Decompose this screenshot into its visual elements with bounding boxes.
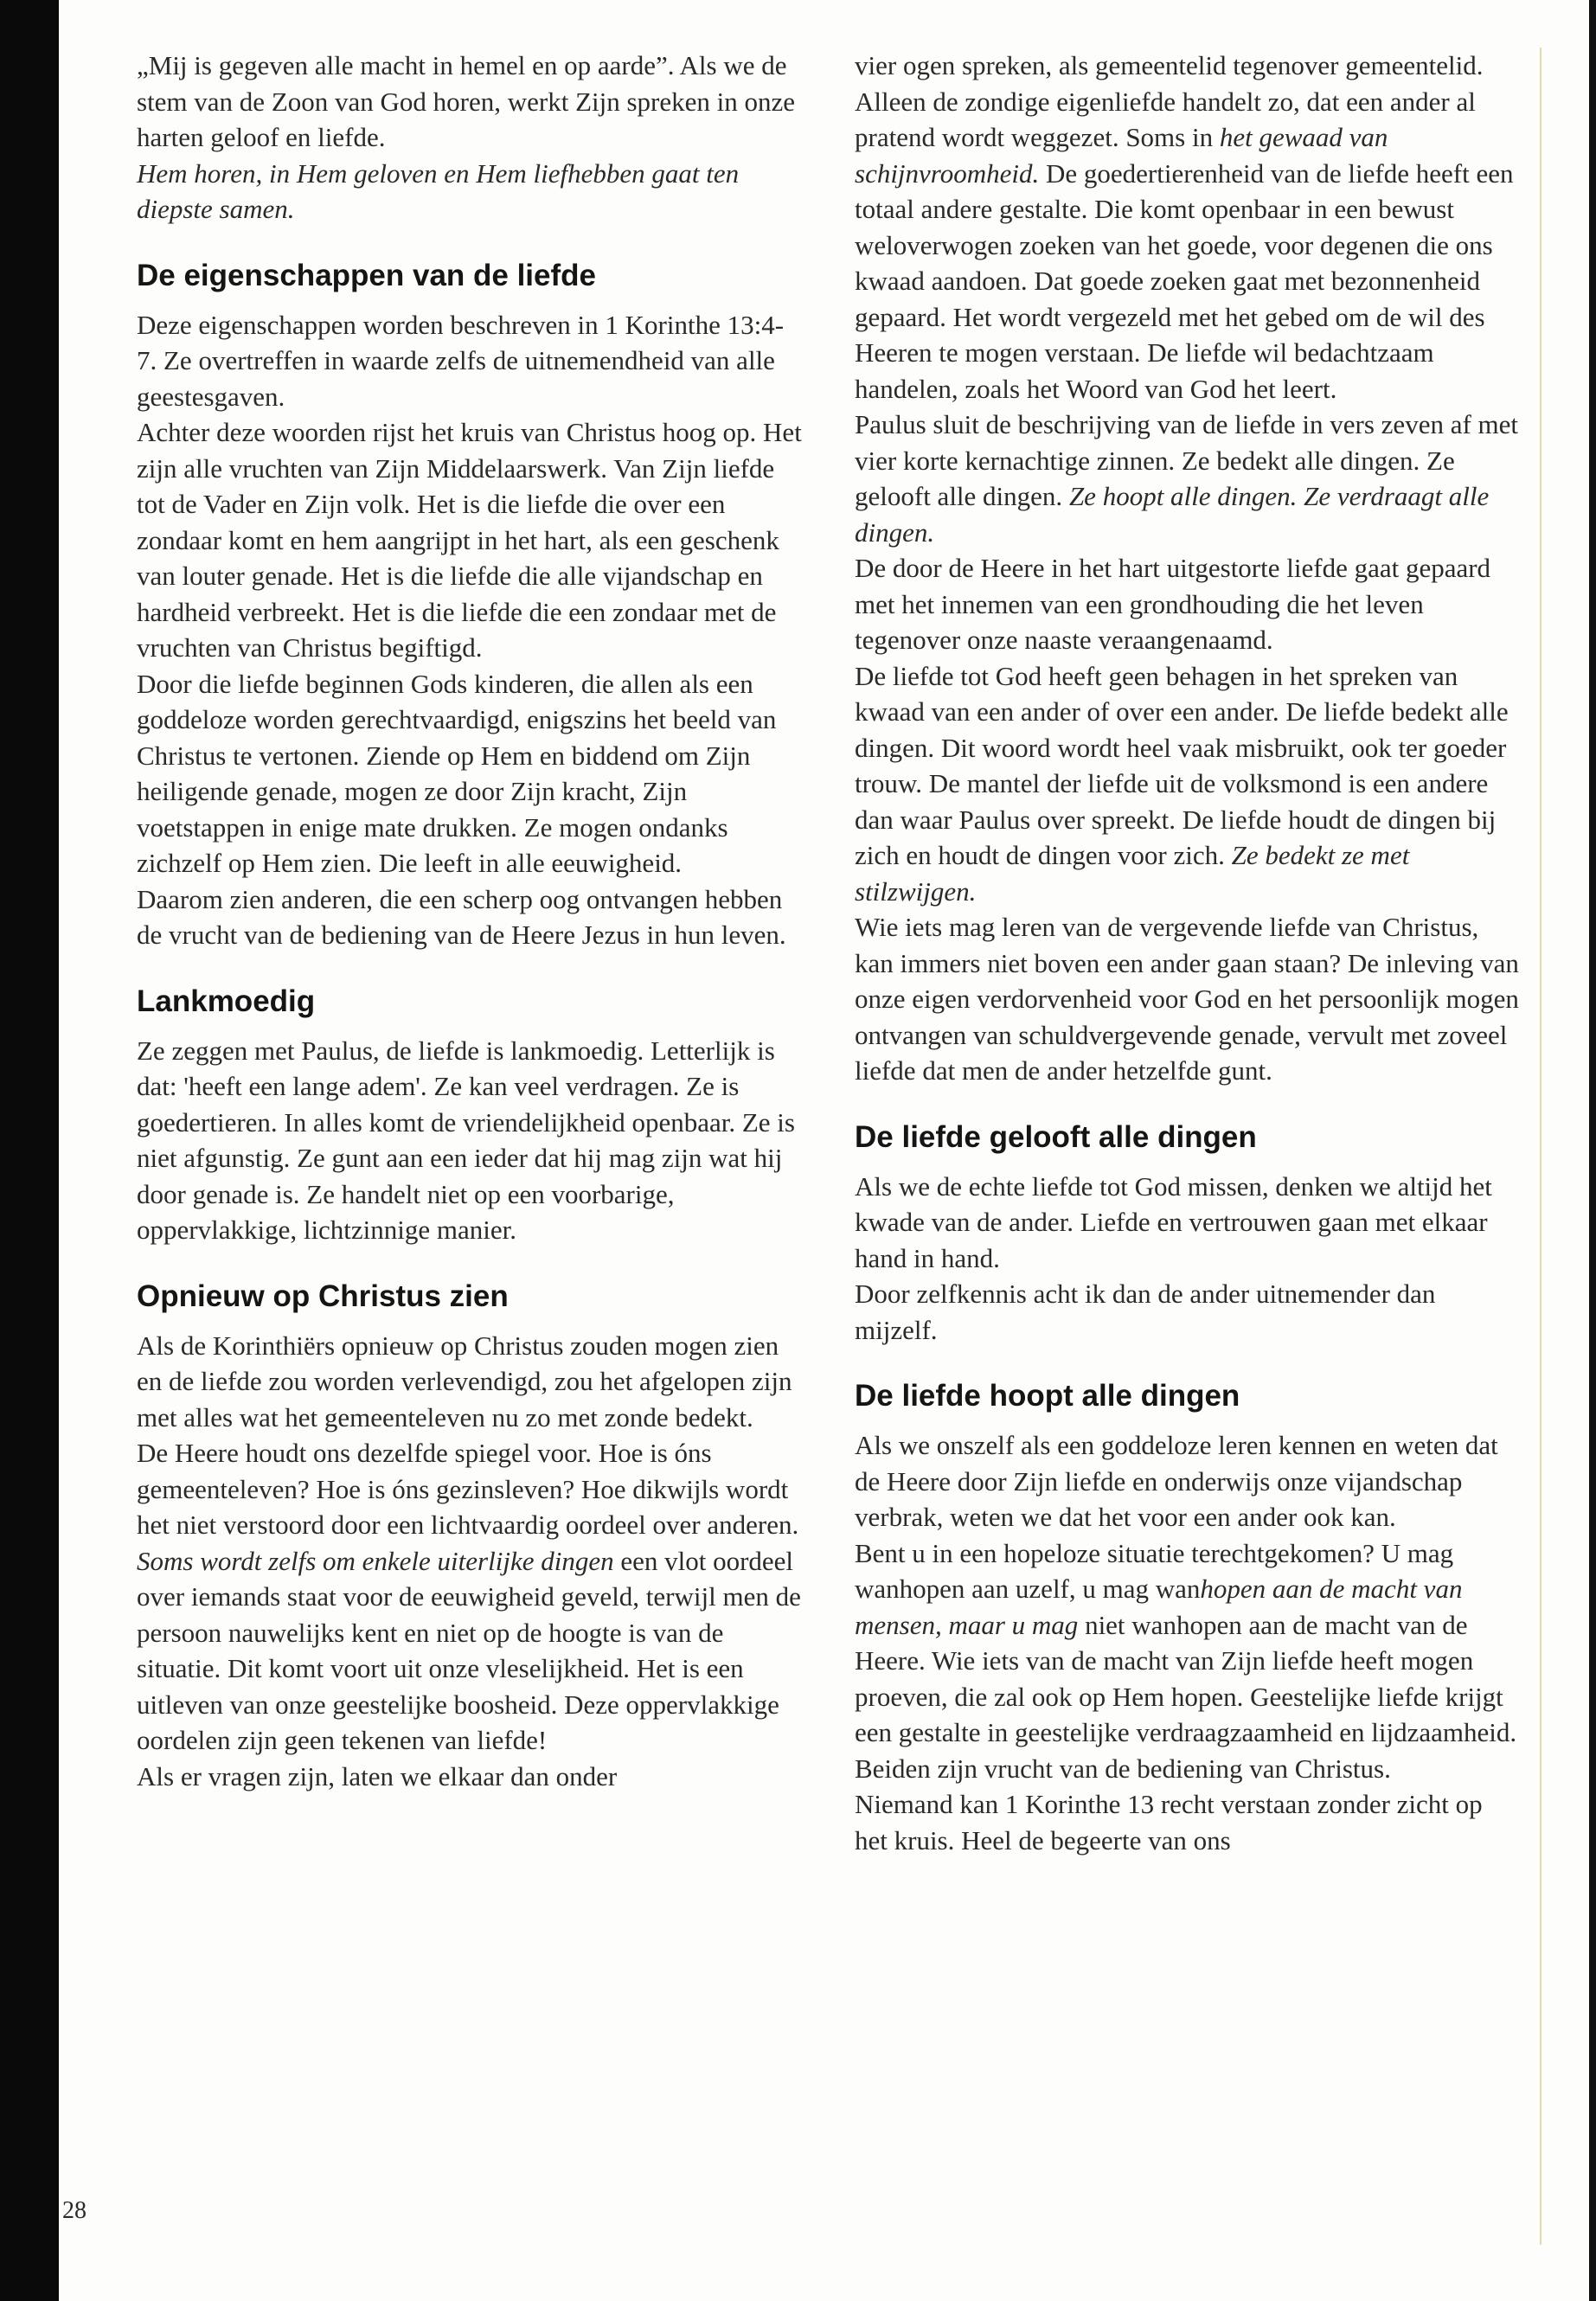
section-heading: De liefde gelooft alle dingen (855, 1119, 1257, 1154)
text: een vlot oordeel over iemands staat voor de eeuwigheid geveld, terwijl men de persoon nauwelijks kent en niet op de hoogte is van de situatie. Dit komt voort uit onze vleselijkheid. Het is een uitleven van onze geestelijke boosheid. Deze oppervlakkige oordelen zijn geen tekenen van liefde! (137, 1545, 801, 1755)
section-heading: Opnieuw op Christus zien (137, 1279, 509, 1313)
text: Bent u in een hopeloze situatie terechtgekomen? U mag wanhopen aan uzelf, u mag wan (855, 1537, 1454, 1604)
right-column (855, 48, 1521, 1858)
paragraph: Niemand kan 1 Korinthe 13 recht verstaan zonder zicht op het kruis. Heel de begeerte van ons (855, 1789, 1483, 1856)
paragraph-italic (137, 156, 803, 228)
paragraph: Als de Korinthiërs opnieuw op Christus zouden mogen zien en de liefde zou worden verlevendigd, zou het afgelopen zijn met alles wat het gemeenteleven nu zo met zonde bedekt. (137, 1330, 792, 1433)
text: niet wanhopen aan de macht van de Heere. Wie iets van de macht van Zijn liefde heeft mogen proeven, die zal ook op Hem hopen. Geestelijke liefde krijgt een gestalte in geestelijke verdraagzaamheid en lijdzaamheid. Beiden zijn vrucht van de bediening van Christus. (855, 1609, 1517, 1784)
paragraph: Als er vragen zijn, laten we elkaar dan onder (137, 1760, 618, 1791)
italic-text: Soms wordt zelfs om enkele uiterlijke dingen (137, 1545, 614, 1576)
paragraph: Ze zeggen met Paulus, de liefde is lankmoedig. Letterlijk is dat: 'heeft een lange adem'. Ze kan veel verdragen. Ze is goedertieren. In alles komt de vriendelijkheid openbaar. Ze is niet afgunstig. Ze gunt aan een ieder dat hij mag zijn wat hij door genade is. Ze handelt niet op een voorbarige, oppervlakkige, lichtzinnige manier. (137, 1035, 795, 1245)
paragraph: Deze eigenschappen worden beschreven in 1 Korinthe 13:4-7. Ze overtreffen in waarde zelfs de uitnemendheid van alle geestesgaven. (137, 309, 785, 412)
left-column (137, 48, 803, 1794)
paragraph: vier ogen spreken, als gemeentelid tegenover gemeentelid. (855, 50, 1484, 80)
paragraph: Als we de echte liefde tot God missen, denken we altijd het kwade van de ander. Liefde en vertrouwen gaan met elkaar hand in hand. (855, 1170, 1492, 1273)
paragraph: De door de Heere in het hart uitgestorte liefde gaat gepaard met het innemen van een grondhouding die het leven tegenover onze naaste veraangenaamd. (855, 553, 1491, 655)
italic-text: Ze hoopt alle dingen. Ze verdraagt alle dingen. (855, 481, 1490, 548)
italic-text: Hem horen, in Hem geloven en Hem liefhebben gaat ten diepste samen. (137, 157, 740, 224)
section-heading: De liefde hoopt alle dingen (855, 1379, 1240, 1413)
scan-left-edge (0, 0, 59, 2301)
paragraph: Door die liefde beginnen Gods kinderen, die allen als een goddeloze worden gerechtvaardigd, enigszins het beeld van Christus te vertonen. Ziende op Hem en biddend om Zijn heiligende genade, mogen ze door Zijn kracht, Zijn voetstappen in enige mate drukken. Ze mogen ondanks zichzelf op Hem zien. Die leeft in alle eeuwigheid. (137, 668, 777, 878)
paragraph: Daarom zien anderen, die een scherp oog ontvangen hebben de vrucht van de bediening van de Heere Jezus in hun leven. (137, 883, 786, 950)
section-heading: Lankmoedig (137, 984, 316, 1018)
paragraph: Als we onszelf als een goddeloze leren kennen en weten dat de Heere door Zijn liefde en onderwijs onze vijandschap verbrak, weten we dat het voor een ander ook kan. (855, 1430, 1498, 1532)
paragraph (855, 1535, 1521, 1787)
italic-text: Ze bedekt ze met stilzwijgen. (855, 840, 1410, 907)
column-rule (1540, 48, 1542, 2245)
text: Alleen de zondige eigenliefde handelt zo, dat een ander al pratend wordt weggezet. Soms in (855, 86, 1476, 152)
italic-text: hopen aan de macht van mensen, maar u mag (855, 1574, 1463, 1640)
section-heading: De eigenschappen van de liefde (137, 258, 596, 292)
text: De liefde tot God heeft geen behagen in het spreken van kwaad van een ander of over een ander. De liefde bedekt alle dingen. Dit woord wordt heel vaak misbruikt, ook ter goeder trouw. De mantel der liefde uit de volksmond is een andere dan waar Paulus over spreekt. De liefde houdt de dingen bij zich en houdt de dingen voor zich. (855, 660, 1509, 870)
scan-right-edge (1589, 0, 1596, 2301)
paragraph: De Heere houdt ons dezelfde spiegel voor. Hoe is óns gemeenteleven? Hoe is óns gezinsleven? Hoe dikwijls wordt het niet verstoord door een lichtvaardig oordeel over anderen. (137, 1438, 799, 1540)
italic-text: het gewaad van schijnvroomheid. (855, 122, 1388, 189)
paragraph: Achter deze woorden rijst het kruis van Christus hoog op. Het zijn alle vruchten van Zijn Middelaarswerk. Van Zijn liefde tot de Vader en Zijn volk. Het is die liefde die over een zondaar komt en hem aangrijpt in het hart, als een geschenk van louter genade. Het is die liefde die alle vijandschap en hardheid verbreekt. Het is die liefde die een zondaar met de vruchten van Christus begiftigd. (137, 417, 802, 663)
paragraph: „Mij is gegeven alle macht in hemel en op aarde”. Als we de stem van de Zoon van God horen, werkt Zijn spreken in onze harten geloof en liefde. (137, 50, 796, 152)
paragraph (855, 84, 1521, 407)
paragraph: Wie iets mag leren van de vergevende liefde van Christus, kan immers niet boven een ander gaan staan? De inleving van onze eigen verdorvenheid voor God en het persoonlijk mogen ontvangen van schuldvergevende genade, vervult met zoveel liefde dat men de ander hetzelfde gunt. (855, 912, 1519, 1086)
paragraph (855, 407, 1521, 550)
page-number: 28 (62, 2197, 87, 2224)
paragraph (855, 658, 1521, 910)
paragraph (137, 1543, 803, 1759)
text: De goedertierenheid van de liefde heeft een totaal andere gestalte. Die komt openbaar in een bewust weloverwogen zoeken van het goede, voor degenen die ons kwaad aandoen. Dat goede zoeken gaat met bezonnenheid gepaard. Het wordt vergezeld met het gebed om de wil des Heeren te mogen verstaan. De liefde wil bedachtzaam handelen, zoals het Woord van God het leert. (855, 157, 1514, 404)
text: Paulus sluit de beschrijving van de liefde in vers zeven af met vier korte kernachtige zinnen. Ze bedekt alle dingen. Ze gelooft alle dingen. (855, 409, 1519, 511)
paragraph: Door zelfkennis acht ik dan de ander uitnemender dan mijzelf. (855, 1279, 1436, 1345)
